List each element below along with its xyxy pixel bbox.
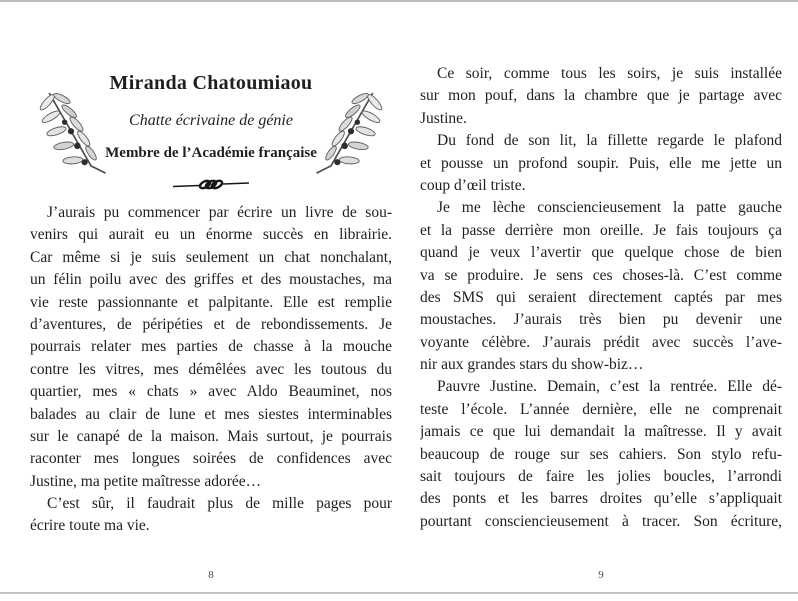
text-line: moustaches. J’aurais très bien pu devenir une [420, 311, 782, 329]
text-line: Car même si je suis seulement un chat nonchalant, [30, 248, 392, 266]
text-line: quartier, mes « chats » avec Aldo Beauminet, nos [30, 383, 392, 401]
rope-twist-divider-icon [171, 175, 251, 195]
text-line: beaucoup de rouge sur ses cahiers. Son stylo refu- [420, 445, 782, 463]
text-line: un félin poilu avec des griffes et des moustaches, ma [30, 271, 392, 289]
text-line: nir aux grandes stars du show-biz… [420, 356, 644, 374]
text-line: C’est sûr, il faudrait plus de mille pages pour [47, 495, 392, 513]
bottom-edge-line [0, 592, 798, 594]
text-line: sur le canapé de la maison. Mais surtout, je pourrais [30, 427, 392, 445]
text-line: des ponts et les barres droites qu’elle s’appliquait [420, 490, 782, 508]
text-line: J’aurais pu commencer par écrire un livre de sou- [47, 204, 392, 221]
text-line: va se produire. Je sens ces choses-là. C’est comme [420, 266, 782, 284]
text-line: sur mon pouf, dans la chambre que je partage avec [420, 87, 782, 105]
text-line: écrire toute ma vie. [30, 517, 150, 535]
page-number-right: 9 [598, 569, 604, 581]
text-line: d’aventures, de péripéties et de rebondissements. Je [30, 315, 392, 333]
right-page [420, 0, 782, 601]
text-line: quand je veux l’avertir que quelque chose de bien [420, 244, 782, 262]
text-line: voyante célèbre. J’aurais prédit avec succès l’ave- [420, 333, 782, 351]
olive-branch-mirrored-icon [314, 84, 388, 184]
text-line: Ce soir, comme tous les soirs, je suis installée [437, 65, 782, 82]
text-line: Justine. [420, 109, 467, 127]
left-page [30, 0, 392, 601]
author-title: Miranda Chatoumiaou [109, 72, 313, 94]
text-line: et pousse un profond soupir. Puis, elle me jette un [420, 154, 782, 172]
text-line: jamais ce que lui demandait la maîtresse. Il y avait [420, 423, 782, 441]
page-number-left: 8 [208, 569, 214, 581]
text-line: vie reste passionnante et palpitante. Elle est remplie [30, 293, 392, 311]
left-page-text [30, 202, 392, 538]
text-line: teste l’école. L’année dernière, elle ne comprenait [420, 400, 782, 418]
author-subtitle: Chatte écrivaine de génie [129, 112, 293, 129]
text-line: contre les vitres, mes démêlées avec les toutous du [30, 360, 392, 378]
text-line: pourtant consciencieusement à tracer. Son écriture, [420, 512, 782, 530]
right-page-text [420, 63, 782, 533]
text-line: Pauvre Justine. Demain, c’est la rentrée. Elle dé- [437, 378, 782, 396]
text-line: sait toujours de faire les jolies boucles, l’arrondi [420, 468, 782, 486]
text-line: Du fond de son lit, la fillette regarde le plafond [437, 132, 782, 150]
text-line: Justine, ma petite maîtresse adorée… [30, 472, 262, 490]
olive-branch-icon [34, 84, 108, 184]
text-line: coup d’œil triste. [420, 176, 526, 194]
text-line: des SMS qui seraient directement captés par mes [420, 288, 782, 306]
text-line: balades au clair de lune et mes siestes interminables [30, 405, 392, 423]
text-line: Je me lèche consciencieusement la patte gauche [437, 199, 782, 217]
text-line: venirs qui aurait eu un énorme succès en librairie. [30, 226, 392, 244]
text-line: et la passe derrière mon oreille. Je fais toujours ça [420, 221, 782, 239]
text-line: raconter mes longues soirées de confidences avec [30, 450, 392, 468]
author-affiliation: Membre de l’Académie française [105, 145, 317, 161]
text-line: pourrais relater mes parties de chasse à la mouche [30, 338, 392, 356]
